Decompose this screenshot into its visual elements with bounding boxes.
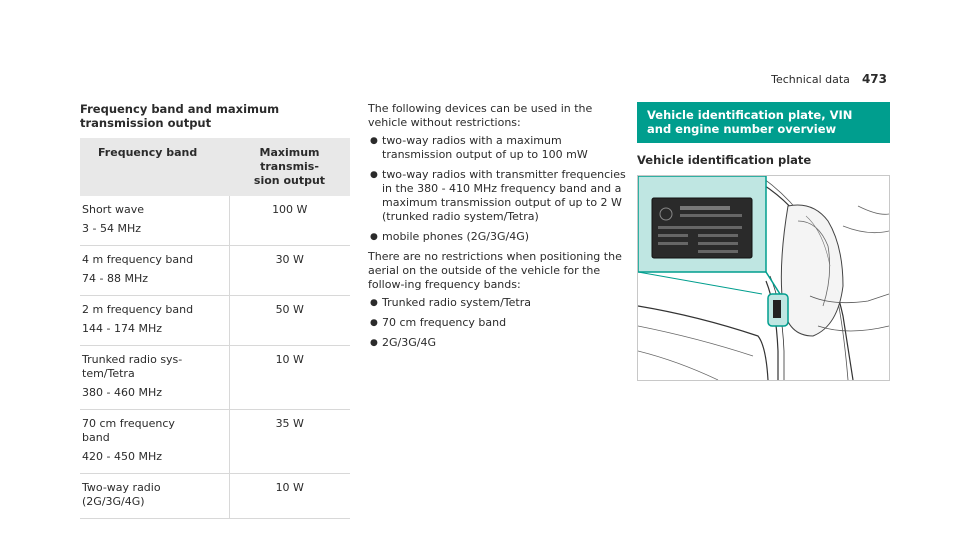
- devices-list: [368, 134, 626, 244]
- list-item-text: 2G/3G/4G: [382, 336, 436, 349]
- table-row: [80, 296, 350, 346]
- table-row: [80, 346, 350, 410]
- left-column: [80, 102, 350, 519]
- list-item: [368, 168, 626, 224]
- id-plate-subheading: Vehicle identification plate: [637, 153, 812, 167]
- band-range: 420 - 450 MHz: [82, 450, 162, 463]
- max-output-cell: 50 W: [229, 296, 350, 346]
- max-output-cell: 100 W: [229, 196, 350, 246]
- frequency-table: [80, 138, 350, 519]
- list-item: [368, 336, 626, 350]
- band-range: 3 - 54 MHz: [82, 222, 141, 235]
- frequency-band-cell: [80, 474, 229, 519]
- bullet-icon: ●: [370, 170, 378, 180]
- vehicle-id-plate-figure: [637, 175, 890, 381]
- list-item-text: two-way radios with a maximum transmission output of up to 100 mW: [382, 134, 588, 161]
- devices-intro: The following devices can be used in the vehicle without restrictions:: [368, 102, 593, 129]
- bullet-icon: ●: [370, 136, 378, 146]
- list-item: [368, 230, 626, 244]
- band-name: Two-way radio (2G/3G/4G): [82, 481, 161, 508]
- table-header-row: [80, 138, 350, 196]
- frequency-band-cell: [80, 296, 229, 346]
- band-name: Trunked radio sys- tem/Tetra: [82, 353, 183, 380]
- bands-list: [368, 296, 626, 350]
- band-range: 74 - 88 MHz: [82, 272, 148, 285]
- list-item-text: Trunked radio system/Tetra: [382, 296, 531, 309]
- right-column: [637, 102, 890, 381]
- bullet-icon: ●: [370, 232, 378, 242]
- bullet-icon: ●: [370, 298, 378, 308]
- max-output-cell: 30 W: [229, 246, 350, 296]
- list-item: [368, 316, 626, 330]
- band-name: 2 m frequency band: [82, 303, 194, 316]
- max-output-cell: 35 W: [229, 410, 350, 474]
- header-frequency-band: Frequency band: [80, 138, 229, 196]
- list-item-text: mobile phones (2G/3G/4G): [382, 230, 530, 243]
- page-number: 473: [861, 72, 887, 86]
- list-item-text: two-way radios with transmitter frequencies in the 380 - 410 MHz frequency band and a maximum transmission output of up to 2 W (trunked radio system/Tetra): [382, 168, 626, 223]
- frequency-band-cell: [80, 346, 229, 410]
- section-name: Technical data: [771, 73, 850, 86]
- car-door-illustration: [638, 176, 889, 380]
- table-row: [80, 246, 350, 296]
- band-name: 4 m frequency band: [82, 253, 194, 266]
- frequency-band-cell: [80, 410, 229, 474]
- vin-section-heading: Vehicle identification plate, VIN and engine number overview: [637, 102, 890, 143]
- list-item-text: 70 cm frequency band: [382, 316, 507, 329]
- bullet-icon: ●: [370, 338, 378, 348]
- band-range: 144 - 174 MHz: [82, 322, 162, 335]
- band-name: Short wave: [82, 203, 145, 216]
- frequency-band-cell: [80, 196, 229, 246]
- frequency-section-title: Frequency band and maximum transmission output: [80, 102, 280, 130]
- bullet-icon: ●: [370, 318, 378, 328]
- list-item: [368, 296, 626, 310]
- header-max-output: Maximum transmis- sion output: [229, 138, 350, 196]
- middle-column: [368, 102, 626, 356]
- table-row: [80, 474, 350, 519]
- max-output-cell: 10 W: [229, 346, 350, 410]
- table-row: [80, 410, 350, 474]
- frequency-band-cell: [80, 246, 229, 296]
- list-item: [368, 134, 626, 162]
- band-range: 380 - 460 MHz: [82, 386, 162, 399]
- table-row: [80, 196, 350, 246]
- max-output-cell: 10 W: [229, 474, 350, 519]
- band-name: 70 cm frequency band: [82, 417, 175, 444]
- restrictions-text: There are no restrictions when positioning the aerial on the outside of the vehicle for the follow-ing frequency bands:: [368, 250, 622, 291]
- page-header: [771, 72, 887, 86]
